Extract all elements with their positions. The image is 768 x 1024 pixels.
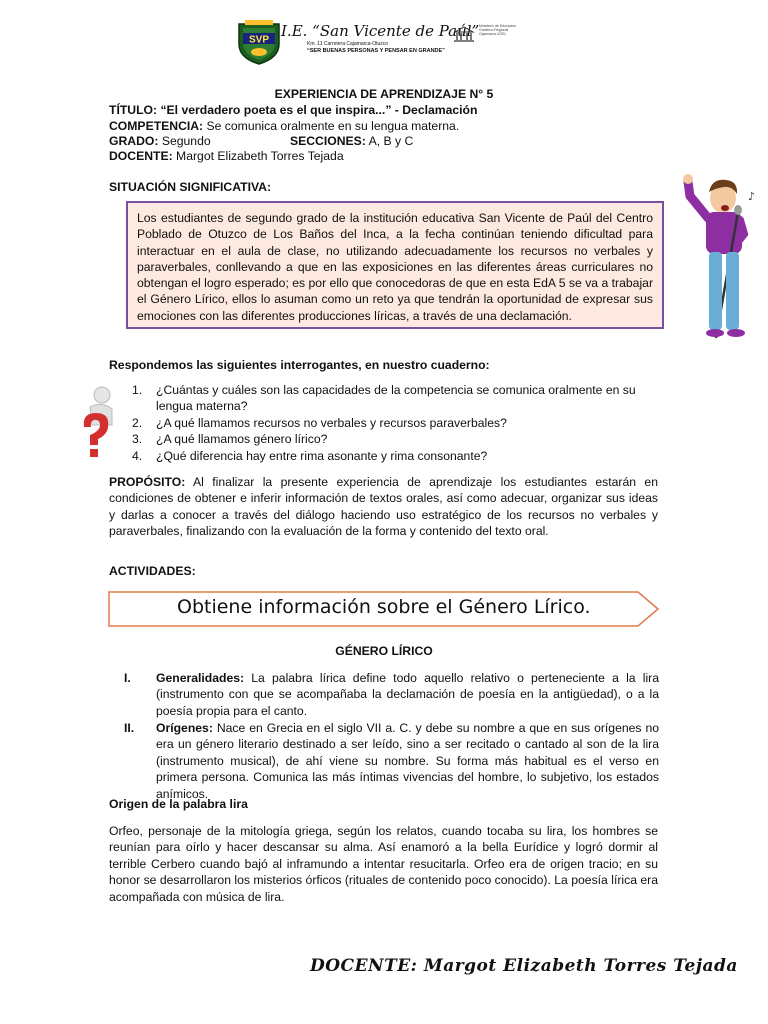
situacion-text: Los estudiantes de segundo grado de la institución educativa San Vicente de Paúl del Centro Poblado de Otuzco de Los Baños del Inca, a la fecha continúan teniendo dificultad para interactuar en el aula de clase, no utilizando adecuadamente los recursos no verbales y paraverbales, conllevando a que en las exposiciones en las diferentes áreas curriculares no obtengan el logro esperado; es por ello que conocedoras de que en esta EdA 5 se va a trabajar el Género Lírico, ellos lo asuman como un reto ya que tendrán la oportunidad de expresar sus emociones con las diferentes producciones líricas, a través de una declamación. <box>137 211 653 323</box>
generalidades-label: Generalidades: <box>156 671 245 685</box>
proposito-paragraph <box>109 474 658 540</box>
competencia-label: COMPETENCIA: <box>109 119 204 133</box>
secciones-line <box>290 133 413 149</box>
svg-text:♪: ♪ <box>748 190 756 203</box>
proposito-text: Al finalizar la presente experiencia de aprendizaje los estudiantes estarán en condiciones de obtener e inferir información de textos orales, así como adecuar, organizar sus ideas y darlas a conocer a través del diálogo haciendo uso estratégico de los recursos no verbales y paraverbales, finalizando con la evaluación de la forma y contenido del texto oral. <box>109 475 658 539</box>
school-address: Km. 11 Carretera Cajamarca-Otuzco <box>307 41 389 47</box>
origen-lira-heading: Origen de la palabra lira <box>109 797 248 811</box>
activity-banner-text: Obtiene información sobre el Género Lírico. <box>177 596 591 618</box>
origenes-text: Nace en Grecia en el siglo VII a. C. y debe su nombre a que en sus orígenes no era un género literario destinado a ser leído, sino a ser recitado o cantado al son de la lira (instrumento musical), de ahí viene su nombre. Su forma más habitual es el verso en primera persona. Comunica las más íntimas vivencias del hombre, lo subjetivo, los estados anímicos. <box>156 721 659 801</box>
secciones-value: A, B y C <box>368 134 414 148</box>
title-line <box>109 102 477 118</box>
page-header <box>235 18 525 66</box>
docente-signature: DOCENTE: Margot Elizabeth Torres Tejada <box>310 956 738 976</box>
titulo-value: “El verdadero poeta es el que inspira...” - Declamación <box>160 103 478 117</box>
section-number-i: I. <box>124 671 131 685</box>
singer-with-microphone-illustration <box>680 172 766 342</box>
competencia-line <box>109 118 459 134</box>
titulo-label: TÍTULO: <box>109 103 158 117</box>
school-motto: “SER BUENAS PERSONAS Y PENSAR EN GRANDE” <box>307 48 445 54</box>
competencia-value: Se comunica oralmente en su lengua materna. <box>206 119 460 133</box>
genero-heading: GÉNERO LÍRICO <box>335 644 433 658</box>
ministry-text: Ministerio de Educación Gobierno Regional Cajamarca UGEL <box>479 24 517 36</box>
origenes-paragraph <box>156 720 659 802</box>
proposito-label: PROPÓSITO: <box>109 475 186 489</box>
origen-lira-text: Orfeo, personaje de la mitología griega, según los relatos, cuando tocaba su lira, los hombres se reunían para oírlo y hacer descansar su alma. Así enamoró a la bella Eurídice y logró dormir al terrible Cerbero cuando bajó al inframundo a intentar resucitarla. Orfeo era de origen tracio; en su honor se desarrollaron los misterios órficos (rituales de contenido poco conocido). La poesía lírica era acompañada con música de lira. <box>109 824 658 904</box>
grado-value: Segundo <box>161 134 211 148</box>
docente-line <box>109 148 344 164</box>
origenes-label: Orígenes: <box>156 721 213 735</box>
list-item: 4. ¿Qué diferencia hay entre rima asonante y rima consonante? <box>132 448 488 463</box>
preguntas-heading: Respondemos las siguientes interrogantes, en nuestro cuaderno: <box>109 358 490 372</box>
school-name: I.E. “San Vicente de Paúl” <box>281 22 480 40</box>
list-item: 2. ¿A qué llamamos recursos no verbales y recursos paraverbales? <box>132 415 507 430</box>
school-shield-logo <box>235 18 283 66</box>
grado-label: GRADO: <box>109 134 159 148</box>
situacion-heading: SITUACIÓN SIGNIFICATIVA: <box>109 180 272 194</box>
school-logo-text: SVP <box>248 34 270 46</box>
experience-heading: EXPERIENCIA DE APRENDIZAJE N° 5 <box>274 87 494 101</box>
secciones-label: SECCIONES: <box>290 134 366 148</box>
docente-label: DOCENTE: <box>109 149 173 163</box>
list-item: 1. ¿Cuántas y cuáles son las capacidades de la competencia se comunica oralmente en su lengua materna? <box>132 383 636 414</box>
generalidades-paragraph <box>156 670 659 719</box>
docente-value: Margot Elizabeth Torres Tejada <box>176 149 344 163</box>
preguntas-list <box>132 382 672 464</box>
generalidades-text: La palabra lírica define todo aquello relativo o perteneciente a la lira (instrumento con que se acompañaba la declamación de poesía en la antigüedad), o a la poesía propia para el canto. <box>156 671 659 718</box>
grado-line <box>109 133 211 149</box>
situacion-box <box>126 201 664 329</box>
thinking-person-question-icon <box>76 385 120 463</box>
actividades-heading: ACTIVIDADES: <box>109 564 196 578</box>
unesco-temple-icon <box>453 26 475 44</box>
section-number-ii: II. <box>124 721 135 735</box>
list-item: 3. ¿A qué llamamos género lírico? <box>132 432 328 447</box>
